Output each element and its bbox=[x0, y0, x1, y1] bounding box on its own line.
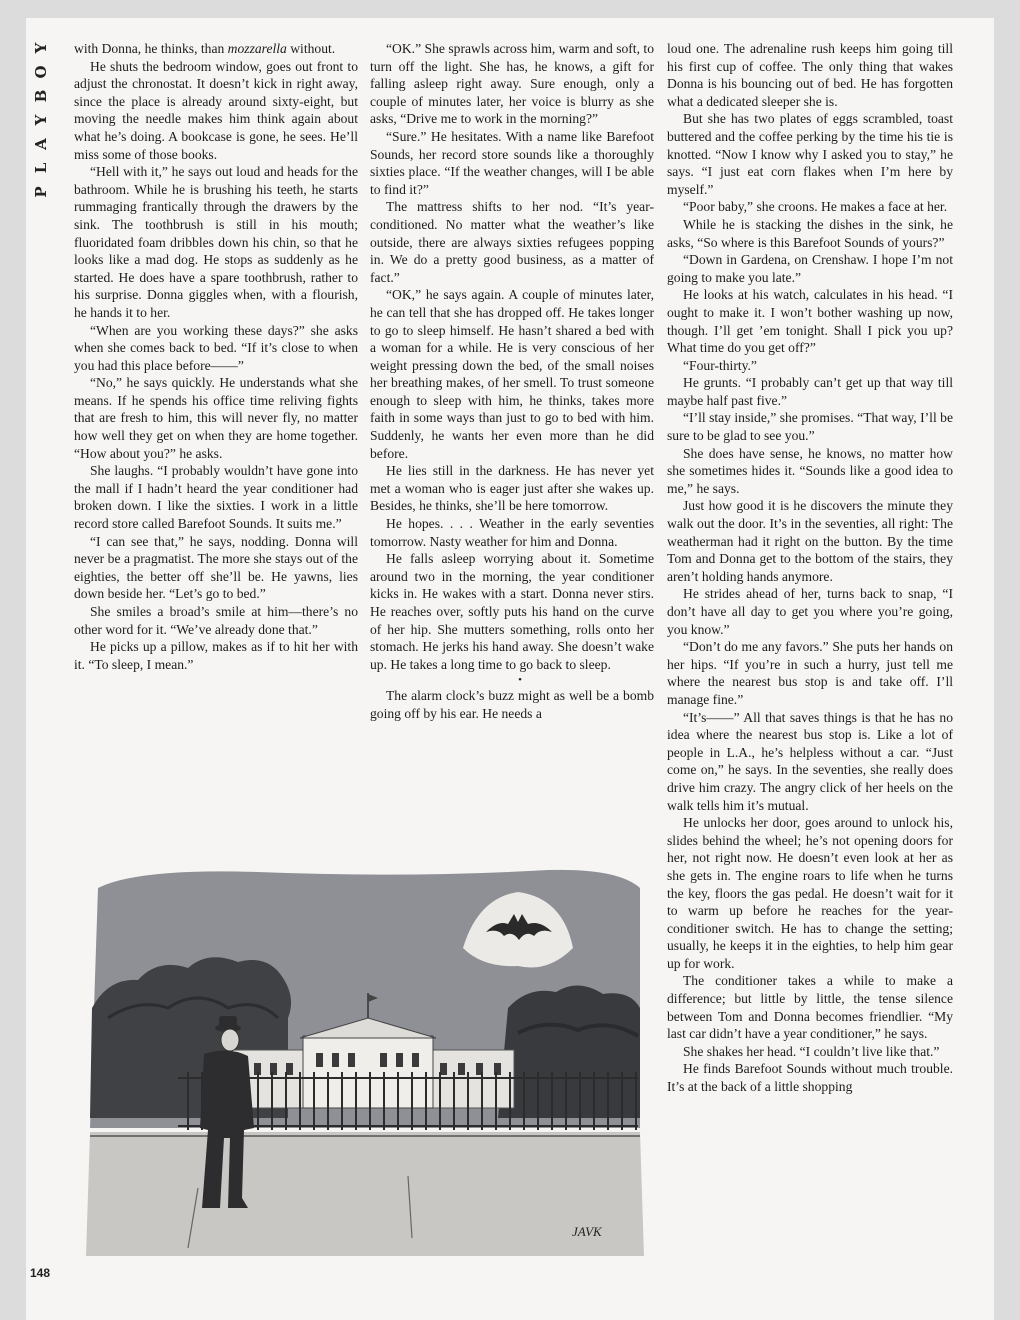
white-house-center bbox=[303, 1036, 433, 1108]
masthead-letter: O bbox=[32, 65, 50, 79]
paragraph: Just how good it is he discovers the minute they walk out the door. It’s in the seventies, all right: The weatherman had it right on the button. By the time Tom and Donna get to the bottom of the stairs, they aren’t holding hands anymore. bbox=[667, 498, 953, 584]
paragraph: While he is stacking the dishes in the sink, he asks, “So where is this Barefoot Sounds of yours?” bbox=[667, 216, 953, 250]
masthead-letter: P bbox=[32, 186, 50, 198]
paragraph: loud one. The adrenaline rush keeps him going till his first cup of coffee. The only thing that wakes Donna is his bouncing out of bed. He has forgotten what a dedicated sleeper she is. bbox=[667, 41, 953, 109]
paragraph: “I can see that,” he says, nodding. Donna will never be a pragmatist. The more she stays out of the eighties, the better off she’ll be. He yawns, lies down beside her. “Let’s go to bed.” bbox=[74, 533, 358, 602]
paragraph: “Poor baby,” she croons. He makes a face at her. bbox=[683, 199, 948, 215]
paragraph: He lies still in the darkness. He has never yet met a woman who is eager just after she wakes up. Besides, he thinks, she’ll be here tomorrow. bbox=[370, 463, 654, 514]
paragraph: He hopes. . . . Weather in the early seventies tomorrow. Nasty weather for him and Donna. bbox=[370, 516, 654, 549]
magazine-page bbox=[26, 18, 994, 1320]
paragraph: with Donna, he thinks, than mozzarella without. bbox=[74, 41, 336, 56]
paragraph: He strides ahead of her, turns back to snap, “I don’t have all day to get you where you’re going, you know.” bbox=[667, 586, 953, 637]
paragraph: “OK.” She sprawls across him, warm and soft, to turn off the light. She has, he knows, a gift for falling asleep right away. Sure enough, only a couple of minutes later, her voice is blurry as she asks, “Drive me to work in the morning?” bbox=[370, 41, 654, 127]
paragraph: “It’s——” All that saves things is that he has no idea where the nearest bus stop is. Like a lot of people in L.A., he’s helpless without a car. “Just come on,” he says. In the seventies, she really does drive him crazy. The angry click of her heels on the walk tells him it’s mutual. bbox=[667, 709, 953, 813]
paragraph: “Sure.” He hesitates. With a name like Barefoot Sounds, her record store sounds like a thoroughly sixties place. “If the weather changes, will I be able to find it?” bbox=[370, 128, 654, 197]
paragraph: He looks at his watch, calculates in his head. “I ought to make it. I won’t bother washing up now, though. I’ll get ’em tonight. Shall I pick you up? What time do you get off?” bbox=[667, 287, 953, 356]
masthead-letter: B bbox=[32, 89, 50, 103]
paragraph: He picks up a pillow, makes as if to hit her with it. “To sleep, I mean.” bbox=[74, 639, 358, 672]
paragraph: “Four-thirty.” bbox=[683, 357, 757, 373]
paragraph: The mattress shifts to her nod. “It’s year-conditioned. No matter what the weather’s like outside, there are always sixties refugees popping in. We do a pretty good business, as a matter of fact.” bbox=[370, 199, 654, 285]
text-column-3 bbox=[667, 40, 953, 1096]
paragraph: She shakes her head. “I couldn’t live like that.” bbox=[683, 1043, 940, 1059]
paragraph: “Down in Gardena, on Crenshaw. I hope I’m not going to make you late.” bbox=[667, 252, 953, 285]
paragraph: He grunts. “I probably can’t get up that way till maybe half past five.” bbox=[667, 375, 953, 408]
cartoon-illustration bbox=[78, 858, 652, 1258]
paragraph: The alarm clock’s buzz might as well be a bomb going off by his ear. He needs a bbox=[370, 688, 654, 721]
paragraph: But she has two plates of eggs scrambled, toast buttered and the coffee perking by the time his tie is knotted. “Now I know why I asked you to stay,” he says. “I just eat corn flakes when I’m here by myself.” bbox=[667, 111, 953, 197]
paragraph: The conditioner takes a while to make a difference; but little by little, the tense silence between Tom and Donna becomes friendlier. “My last car didn’t have a year conditioner,” he says. bbox=[667, 973, 953, 1042]
artist-signature: JAVK bbox=[572, 1224, 602, 1239]
text-column-1 bbox=[74, 40, 358, 673]
paragraph: “Hell with it,” he says out loud and heads for the bathroom. While he is brushing his teeth, he starts rummaging frantically through the drawers by the sink. The toothbrush is still in his mouth; fluoridated foam dribbles down his chin, so that he looks like a mad dog. He stops as suddenly as he started. He does have a spare toothbrush, rather to his surprise. Donna giggles when, with a flourish, he hands it to her. bbox=[74, 164, 358, 320]
sidewalk bbox=[86, 1132, 644, 1256]
paragraph: “I’ll stay inside,” she promises. “That way, I’ll be sure to be glad to see you.” bbox=[667, 410, 953, 444]
paragraph: She does have sense, he knows, no matter how she sometimes hides it. “Sounds like a good idea to me,” he says. bbox=[667, 445, 953, 496]
page-number: 148 bbox=[30, 1266, 51, 1280]
paragraph: She laughs. “I probably wouldn’t have gone into the mall if I hadn’t heard the year conditioner had broken down. I like the sixties. I work in a little record store called Barefoot Sounds. It suits me.” bbox=[74, 463, 358, 532]
paragraph: He falls asleep worrying about it. Sometime around two in the morning, the year conditioner kicks in. He wakes with a start. Donna never stirs. He reaches over, softly puts his hand on the curve of her hip. She mutters something, rolls onto her stomach. He jerks his hand away. She doesn’t wake up. He takes a long time to go back to sleep. bbox=[370, 551, 654, 672]
paragraph: “No,” he says quickly. He understands what she means. If he spends his office time reliving fights that are fresh to him, this will never fly, no matter how well they get on when they are home together. “How about you?” he asks. bbox=[74, 375, 358, 461]
masthead-letters bbox=[26, 36, 56, 204]
text-column-2 bbox=[370, 40, 654, 723]
masthead-letter: Y bbox=[32, 114, 50, 126]
paragraph: “Don’t do me any favors.” She puts her hands on her hips. “If you’re in such a hurry, just tell me where the nearest bus stop is and take off. I’ll manage fine.” bbox=[667, 639, 953, 707]
paragraph: He unlocks her door, goes around to unlock his, slides behind the wheel; he’s not opening doors for her, not right now. He doesn’t even look at her as she gets in. The engine roars to life when he turns the key, floors the gas pedal. He doesn’t wait for it to warm up before he reaches for the year-conditioner switch. He has to change the setting; usually, he keeps it in the eighties, to help him gear up for work. bbox=[667, 815, 953, 971]
masthead-letter: A bbox=[32, 138, 50, 150]
section-break: • bbox=[518, 674, 522, 687]
masthead-letter: Y bbox=[32, 42, 50, 54]
masthead-letter: L bbox=[32, 162, 50, 174]
paragraph: “OK,” he says again. A couple of minutes later, he can tell that she has dropped off. He takes longer to go to sleep himself. He hasn’t shared a bed with a woman for a while. He is very conscious of her weight pressing down the bed, of the small noises her breathing makes, of her smell. To trust someone enough to sleep with him, he thinks, takes more faith in some ways than just to go to bed with him. Suddenly, he wants her even more than he did before. bbox=[370, 287, 654, 461]
paragraph: She smiles a broad’s smile at him—there’s no other word for it. “We’ve already done that.” bbox=[74, 604, 358, 637]
paragraph: He shuts the bedroom window, goes out front to adjust the chronostat. It doesn’t kick in right away, since the place is already around sixty-eight, but moving the needle makes him think again about what he’s doing. A bookcase is gone, he sees. He’ll miss some of those books. bbox=[74, 58, 358, 162]
paragraph: “When are you working these days?” she asks when she comes back to bed. “If it’s close to when you had this place before——” bbox=[74, 322, 358, 373]
paragraph: He finds Barefoot Sounds without much trouble. It’s at the back of a little shopping bbox=[667, 1061, 953, 1095]
masthead bbox=[26, 36, 56, 216]
trees-right bbox=[498, 985, 640, 1118]
